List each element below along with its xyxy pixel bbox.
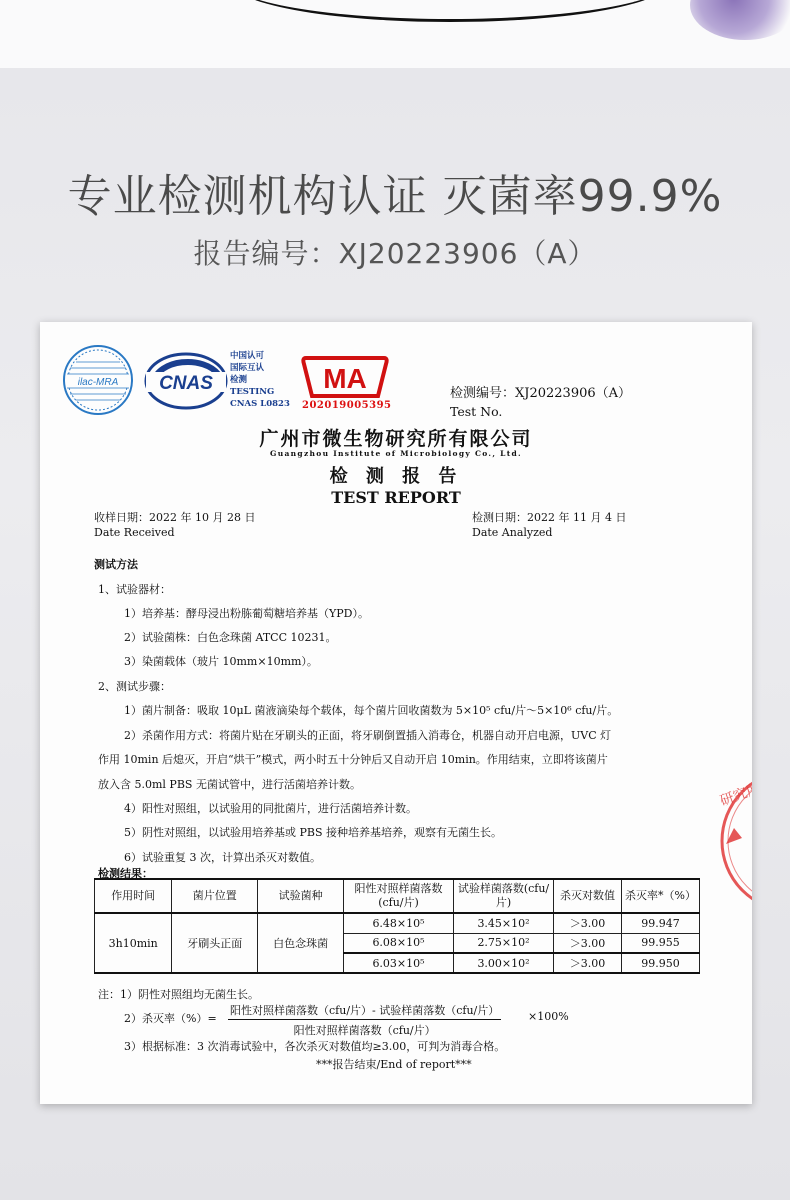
note-2-prefix: 2）杀灭率（%）= [124,1012,217,1025]
cell-sample: 3.00×10² [454,953,554,973]
official-seal [712,766,790,916]
col-rate: 杀灭率*（%） [622,879,700,913]
ilac-mra-logo [62,344,134,416]
report-title-en: TEST REPORT [331,488,461,507]
cma-text: MA [323,363,367,394]
col-sample: 试验样菌落数(cfu/片) [454,879,554,913]
note-2-suffix: ×100% [528,1010,569,1023]
step-item: 5）阴性对照组，以试验用培养基或 PBS 接种培养基培养，观察有无菌生长。 [124,826,503,839]
step-item: 6）试验重复 3 次，计算出杀灭对数值。 [124,851,321,864]
cell-log: ＞3.00 [554,953,622,973]
step-item: 放入含 5.0ml PBS 无菌试管中，进行活菌培养计数。 [98,778,361,791]
step-item: 4）阳性对照组，以试验用的同批菌片，进行活菌培养计数。 [124,802,417,815]
cell-rate: 99.955 [622,933,700,953]
cell-rate: 99.947 [622,913,700,933]
steps-title: 2、测试步骤： [98,680,171,693]
col-log: 杀灭对数值 [554,879,622,913]
flower-decoration [690,0,790,40]
table-row [95,913,700,933]
cell-positive: 6.08×10⁵ [344,933,454,953]
col-time: 作用时间 [95,879,172,913]
col-position: 菌片位置 [172,879,258,913]
cell-strain: 白色念珠菌 [258,913,344,973]
date-analyzed: 检测日期：2022 年 11 月 4 日 Date Analyzed [472,511,627,539]
end-of-report: ***报告结束/End of report*** [316,1058,472,1071]
cell-log: ＞3.00 [554,933,622,953]
step-item: 1）菌片制备：吸取 10μL 菌液滴染每个载体，每个菌片回收菌数为 5×10⁵ cfu/片～5×10⁶ cfu/片。 [124,704,619,717]
cell-time: 3h10min [95,913,172,973]
note-1: 注：1）阴性对照组均无菌生长。 [98,988,259,1001]
ilac-text: ilac-MRA [77,377,119,388]
materials-title: 1、试验器材： [98,583,171,596]
test-number: 检测编号：XJ20223906（A） [450,386,632,401]
date-received: 收样日期：2022 年 10 月 28 日 Date Received [94,511,256,539]
method-title: 测试方法 [94,558,138,571]
cell-sample: 3.45×10² [454,913,554,933]
test-number-en: Test No. [450,404,503,419]
material-item: 1）培养基：酵母浸出粉胨葡萄糖培养基（YPD）。 [124,607,369,620]
cnas-caption: 中国认可 国际互认 检测 TESTING CNAS L0823 [230,351,290,409]
step-item: 作用 10min 后熄灭，开启“烘干”模式，两小时五十分钟后又自动开启 10min。作用结束，立即将该菌片 [98,753,608,766]
cell-rate: 99.950 [622,953,700,973]
col-positive: 阳性对照样菌落数(cfu/片) [344,879,454,913]
company-name-en: Guangzhou Institute of Microbiology Co., Ltd. [270,449,522,458]
test-report-document [40,322,790,1104]
step-item: 2）杀菌作用方式：将菌片贴在牙刷头的正面，将牙刷倒置插入消毒仓，机器自动开启电源，UVC 灯 [124,729,612,742]
material-item: 2）试验菌株：白色念珠菌 ATCC 10231。 [124,631,337,644]
results-title: 检测结果： [98,867,153,880]
cell-position: 牙刷头正面 [172,913,258,973]
cma-number: 202019005395 [302,400,392,411]
col-strain: 试验菌种 [258,879,344,913]
top-banner [0,0,790,68]
cell-log: ＞3.00 [554,913,622,933]
results-table [94,878,700,974]
company-name: 广州市微生物研究所有限公司 [259,428,533,450]
cnas-text: CNAS [159,373,213,394]
svg-text:研究所专用: 研究所专用 [717,770,790,810]
cnas-logo [144,352,228,410]
formula-denominator: 阳性对照样菌落数（cfu/片） [293,1024,436,1037]
cell-positive: 6.48×10⁵ [344,913,454,933]
cell-positive: 6.03×10⁵ [344,953,454,973]
report-title: 检 测 报 告 [329,466,463,487]
note-3: 3）根据标准：3 次消毒试验中，各次杀灭对数值均≥3.00，可判为消毒合格。 [124,1040,506,1053]
kill-rate-formula [228,1002,501,1038]
cell-sample: 2.75×10² [454,933,554,953]
formula-numerator: 阳性对照样菌落数（cfu/片）- 试验样菌落数（cfu/片） [228,1002,501,1020]
report-number: 报告编号：XJ20223906（A） [193,237,597,270]
material-item: 3）染菌载体（玻片 10mm×10mm）。 [124,655,318,668]
page-headline: 专业检测机构认证 灭菌率99.9% [67,171,723,222]
product-arc-graphic [230,0,670,22]
